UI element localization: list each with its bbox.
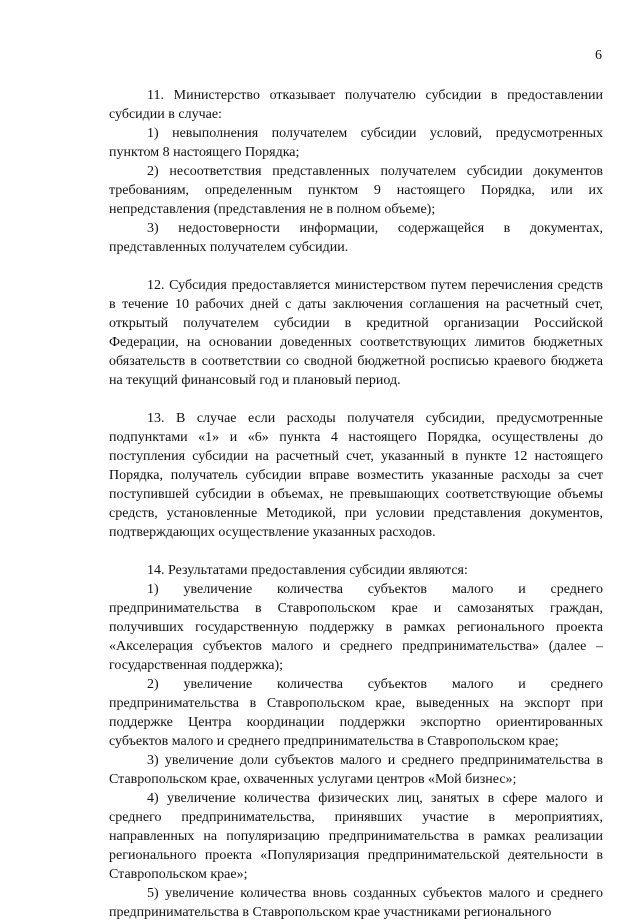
paragraph-13: 13. В случае если расходы получателя субсидии, предусмотренные подпунктами «1» и «6» пункта 4 настоящего Порядка, осуществлены до поступления субсидии на расчетный счет, указанный в пункте 12 настоящего Порядка, получатель субсидии вправе возместить указанные расходы за счет поступившей субсидии в объемах, не превышающих соответствующие объемы средств, установленные Методикой, при условии представления документов, подтверждающих осуществление указанных расходов. [109, 411, 603, 540]
paragraph-spacer [109, 390, 603, 409]
paragraph-14-item-5: 5) увеличение количества вновь созданных субъектов малого и среднего предпринимательства в Ставропольском крае участниками регионального [109, 886, 603, 920]
paragraph-11-item-3: 3) недостоверности информации, содержащейся в документах, представленных получателем субсидии. [109, 221, 603, 255]
paragraph-spacer [109, 257, 603, 276]
paragraph-11-item-2: 2) несоответствия представленных получателем субсидии документов требованиям, определенным пунктом 9 настоящего Порядка, или их непредставления (представления не в полном объеме); [109, 164, 603, 217]
paragraph-12: 12. Субсидия предоставляется министерством путем перечисления средств в течение 10 рабочих дней с даты заключения соглашения на расчетный счет, открытый получателем субсидии в кредитной организации Российской Федерации, на основании доведенных соответствующих лимитов бюджетных обязательств в соответствии со сводной бюджетной росписью краевого бюджета на текущий финансовый год и плановый период. [109, 278, 603, 388]
paragraph-14-item-1: 1) увеличение количества субъектов малого и среднего предпринимательства в Ставропольском крае и самозанятых граждан, получивших государственную поддержку в рамках регионального проекта «Акселерация субъектов малого и среднего предпринимательства» (далее – государственная поддержка); [109, 582, 603, 673]
paragraph-11-item-1: 1) невыполнения получателем субсидии условий, предусмотренных пунктом 8 настоящего Порядка; [109, 126, 603, 160]
document-body [109, 86, 603, 922]
paragraph-14-item-2: 2) увеличение количества субъектов малого и среднего предпринимательства в Ставропольском крае, выведенных на экспорт при поддержке Центра координации поддержки экспортно ориентированных субъектов малого и среднего предпринимательства в Ставропольском крае; [109, 677, 603, 749]
paragraph-spacer [109, 542, 603, 561]
paragraph-14-item-3: 3) увеличение доли субъектов малого и среднего предпринимательства в Ставропольском крае, охваченных услугами центров «Мой бизнес»; [109, 753, 603, 787]
paragraph-14-intro: 14. Результатами предоставления субсидии являются: [147, 563, 468, 578]
page-number: 6 [595, 48, 602, 63]
paragraph-14-item-4: 4) увеличение количества физических лиц, занятых в сфере малого и среднего предпринимательства, принявших участие в мероприятиях, направленных на популяризацию предпринимательства в рамках реализации регионального проекта «Популяризация предпринимательской деятельности в Ставропольском крае»; [109, 791, 603, 882]
paragraph-11-intro: 11. Министерство отказывает получателю субсидии в предоставлении субсидии в случае: [109, 88, 603, 122]
